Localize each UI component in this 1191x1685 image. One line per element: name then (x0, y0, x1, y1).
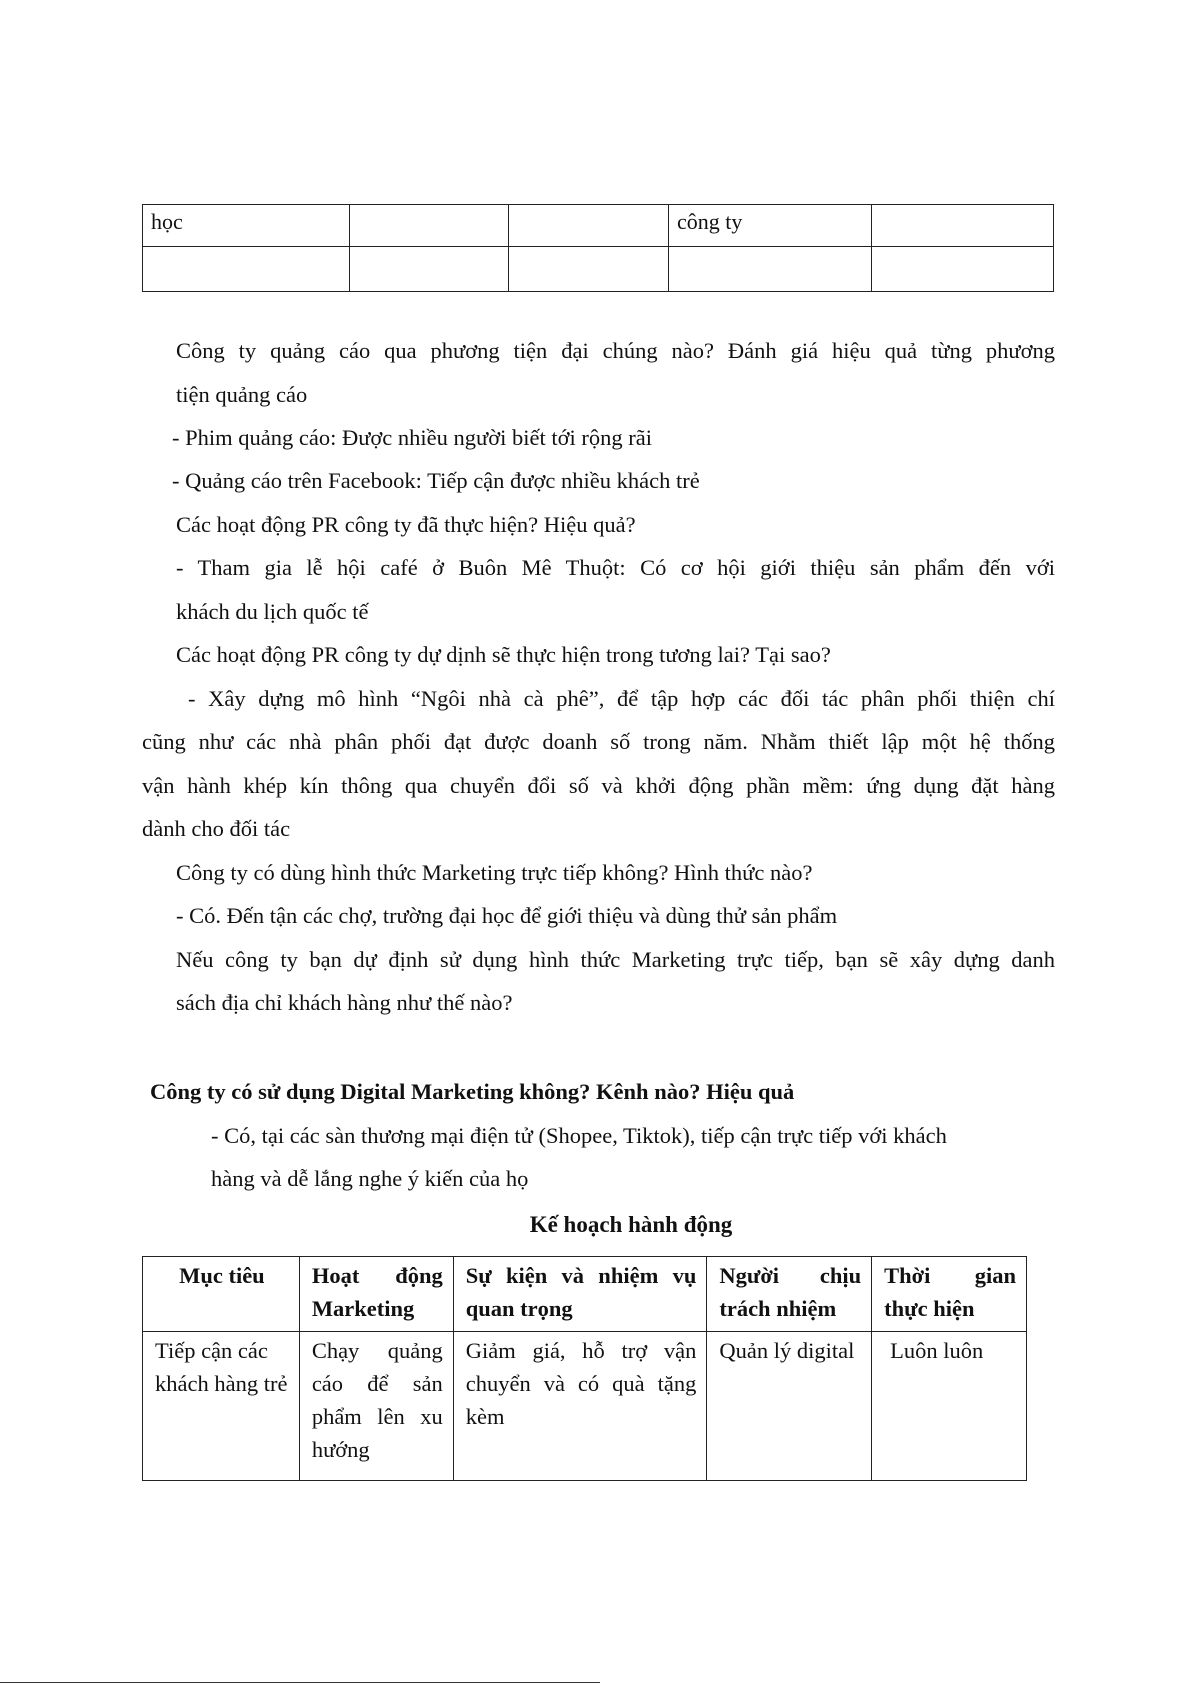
table-cell (508, 205, 668, 247)
header-events-tasks: Sự kiện và nhiệm vụ quan trọng (453, 1257, 707, 1332)
answer-pr-future-2: cũng như các nhà phân phối đạt được doanh số trong năm. Nhằm thiết lập một hệ thống (142, 729, 1055, 754)
cell-responsible: Quản lý digital (707, 1332, 872, 1481)
table-cell: học (143, 205, 350, 247)
header-timeline: Thời gian thực hiện (872, 1257, 1027, 1332)
answer-digital-marketing: - Có, tại các sàn thương mại điện tử (Shopee, Tiktok), tiếp cận trực tiếp với khách (211, 1123, 947, 1148)
table-cell (143, 247, 350, 292)
question-address-list-cont: sách địa chỉ khách hàng như thế nào? (176, 990, 513, 1015)
table-cell (872, 205, 1054, 247)
question-address-list: Nếu công ty bạn dự định sử dụng hình thức Marketing trực tiếp, bạn sẽ xây dựng danh (176, 947, 1055, 972)
top-table-fragment (142, 204, 1054, 292)
answer-pr-festival: - Tham gia lễ hội café ở Buôn Mê Thuột: Có cơ hội giới thiệu sản phẩm đến với (176, 555, 1055, 580)
table-cell (349, 205, 508, 247)
cell-objective: Tiếp cận các khách hàng trẻ (143, 1332, 300, 1481)
action-plan-table (142, 1256, 1027, 1481)
cell-marketing-activity: Chạy quảng cáo để sản phẩm lên xu hướng (299, 1332, 453, 1481)
answer-direct-marketing: - Có. Đến tận các chợ, trường đại học để giới thiệu và dùng thử sản phẩm (176, 903, 838, 928)
question-advertising: Công ty quảng cáo qua phương tiện đại chúng nào? Đánh giá hiệu quả từng phương (176, 338, 1055, 363)
question-direct-marketing: Công ty có dùng hình thức Marketing trực tiếp không? Hình thức nào? (176, 860, 813, 885)
table-cell (669, 247, 872, 292)
table-cell (349, 247, 508, 292)
footer-divider (0, 1682, 600, 1683)
plan-title: Kế hoạch hành động (529, 1212, 733, 1237)
answer-digital-marketing-cont: hàng và dễ lắng nghe ý kiến của họ (211, 1166, 529, 1191)
table-row (143, 1332, 1027, 1481)
answer-ad-facebook: - Quảng cáo trên Facebook: Tiếp cận được nhiều khách trẻ (172, 468, 700, 493)
question-pr-future: Các hoạt động PR công ty dự dịnh sẽ thực hiện trong tương lai? Tại sao? (176, 642, 831, 667)
answer-pr-festival-cont: khách du lịch quốc tế (176, 599, 369, 624)
table-cell (872, 247, 1054, 292)
question-pr-done: Các hoạt động PR công ty đã thực hiện? Hiệu quả? (176, 512, 636, 537)
table-row (143, 247, 1054, 292)
question-digital-marketing: Công ty có sử dụng Digital Marketing không? Kênh nào? Hiệu quả (150, 1079, 795, 1104)
question-advertising-cont: tiện quảng cáo (176, 382, 308, 407)
answer-pr-future-3: vận hành khép kín thông qua chuyển đổi số và khởi động phần mềm: ứng dụng đặt hàng (142, 773, 1055, 798)
header-responsible: Người chịu trách nhiệm (707, 1257, 872, 1332)
cell-timeline: Luôn luôn (872, 1332, 1027, 1481)
answer-pr-future-4: dành cho đối tác (142, 816, 291, 841)
answer-pr-future-1: - Xây dựng mô hình “Ngôi nhà cà phê”, để tập hợp các đối tác phân phối thiện chí (188, 686, 1055, 711)
cell-events-tasks: Giảm giá, hỗ trợ vận chuyển và có quà tặng kèm (453, 1332, 707, 1481)
header-objective: Mục tiêu (143, 1257, 300, 1332)
answer-ad-film: - Phim quảng cáo: Được nhiều người biết tới rộng rãi (172, 425, 652, 450)
table-header-row (143, 1257, 1027, 1332)
header-marketing-activity: Hoạt động Marketing (299, 1257, 453, 1332)
table-row (143, 205, 1054, 247)
table-cell (508, 247, 668, 292)
table-cell: công ty (669, 205, 872, 247)
